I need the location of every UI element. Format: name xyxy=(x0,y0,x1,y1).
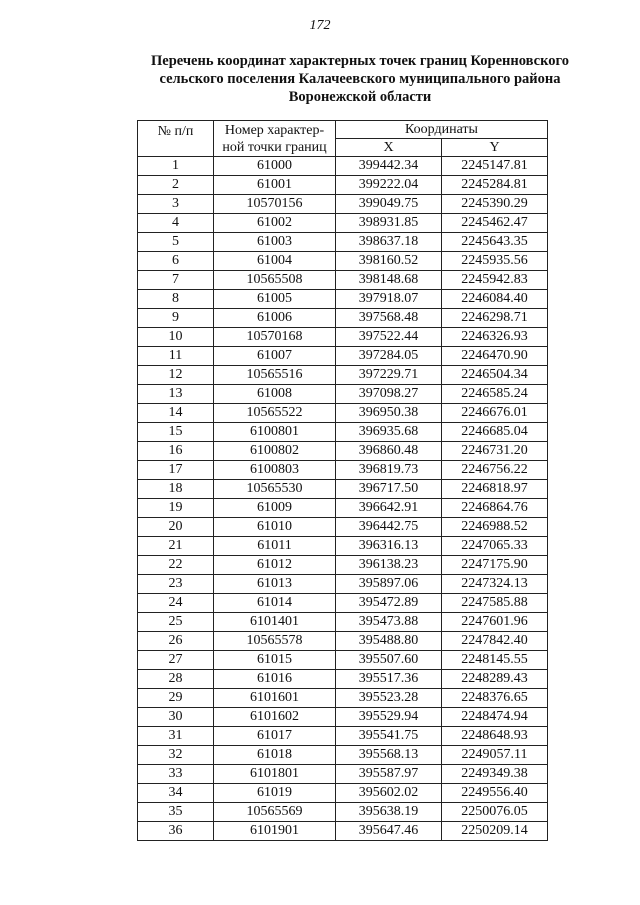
cell-y: 2247065.33 xyxy=(442,537,548,556)
cell-point-number: 10565516 xyxy=(214,366,336,385)
cell-y: 2245284.81 xyxy=(442,176,548,195)
cell-point-number: 61015 xyxy=(214,651,336,670)
cell-x: 397918.07 xyxy=(336,290,442,309)
cell-y: 2246988.52 xyxy=(442,518,548,537)
cell-point-number: 61004 xyxy=(214,252,336,271)
table-row xyxy=(138,233,548,252)
table-row xyxy=(138,480,548,499)
cell-y: 2248474.94 xyxy=(442,708,548,727)
cell-row-number: 28 xyxy=(138,670,214,689)
cell-y: 2249349.38 xyxy=(442,765,548,784)
cell-point-number: 6101901 xyxy=(214,822,336,841)
cell-point-number: 61016 xyxy=(214,670,336,689)
cell-x: 395638.19 xyxy=(336,803,442,822)
cell-y: 2246504.34 xyxy=(442,366,548,385)
cell-x: 395647.46 xyxy=(336,822,442,841)
cell-y: 2247324.13 xyxy=(442,575,548,594)
title-line: сельского поселения Калачеевского муниципального района xyxy=(159,71,561,87)
header-point-number-line: Номер характер- xyxy=(224,122,325,138)
cell-x: 397098.27 xyxy=(336,385,442,404)
cell-row-number: 18 xyxy=(138,480,214,499)
cell-x: 395541.75 xyxy=(336,727,442,746)
cell-row-number: 21 xyxy=(138,537,214,556)
cell-row-number: 26 xyxy=(138,632,214,651)
table-row xyxy=(138,176,548,195)
cell-y: 2245390.29 xyxy=(442,195,548,214)
table-row xyxy=(138,594,548,613)
cell-point-number: 61008 xyxy=(214,385,336,404)
cell-point-number: 61001 xyxy=(214,176,336,195)
cell-y: 2246326.93 xyxy=(442,328,548,347)
cell-point-number: 6101601 xyxy=(214,689,336,708)
cell-x: 396442.75 xyxy=(336,518,442,537)
coordinates-table xyxy=(137,120,548,841)
cell-point-number: 6100802 xyxy=(214,442,336,461)
cell-row-number: 10 xyxy=(138,328,214,347)
cell-y: 2249057.11 xyxy=(442,746,548,765)
cell-x: 398148.68 xyxy=(336,271,442,290)
cell-point-number: 10565530 xyxy=(214,480,336,499)
table-row xyxy=(138,309,548,328)
cell-point-number: 6101401 xyxy=(214,613,336,632)
table-row xyxy=(138,803,548,822)
cell-x: 399222.04 xyxy=(336,176,442,195)
title-line: Воронежской области xyxy=(288,89,432,105)
cell-point-number: 61007 xyxy=(214,347,336,366)
cell-y: 2246084.40 xyxy=(442,290,548,309)
cell-point-number: 61009 xyxy=(214,499,336,518)
cell-y: 2246864.76 xyxy=(442,499,548,518)
table-row xyxy=(138,347,548,366)
cell-point-number: 10565508 xyxy=(214,271,336,290)
table-row xyxy=(138,461,548,480)
cell-y: 2246585.24 xyxy=(442,385,548,404)
cell-row-number: 13 xyxy=(138,385,214,404)
cell-row-number: 27 xyxy=(138,651,214,670)
cell-x: 397229.71 xyxy=(336,366,442,385)
cell-x: 397522.44 xyxy=(336,328,442,347)
table-row xyxy=(138,632,548,651)
table-row xyxy=(138,651,548,670)
cell-row-number: 19 xyxy=(138,499,214,518)
cell-point-number: 61003 xyxy=(214,233,336,252)
cell-row-number: 34 xyxy=(138,784,214,803)
cell-x: 395473.88 xyxy=(336,613,442,632)
table-row xyxy=(138,822,548,841)
cell-point-number: 10565569 xyxy=(214,803,336,822)
cell-x: 396819.73 xyxy=(336,461,442,480)
cell-point-number: 61019 xyxy=(214,784,336,803)
table-row xyxy=(138,252,548,271)
cell-x: 396138.23 xyxy=(336,556,442,575)
header-point-number-line: ной точки границ xyxy=(222,139,327,155)
cell-x: 397284.05 xyxy=(336,347,442,366)
table-row xyxy=(138,404,548,423)
cell-x: 399049.75 xyxy=(336,195,442,214)
cell-row-number: 1 xyxy=(138,157,214,176)
cell-y: 2247175.90 xyxy=(442,556,548,575)
cell-row-number: 16 xyxy=(138,442,214,461)
cell-row-number: 4 xyxy=(138,214,214,233)
cell-row-number: 30 xyxy=(138,708,214,727)
cell-row-number: 14 xyxy=(138,404,214,423)
cell-x: 398931.85 xyxy=(336,214,442,233)
cell-y: 2247842.40 xyxy=(442,632,548,651)
cell-point-number: 61013 xyxy=(214,575,336,594)
cell-x: 396935.68 xyxy=(336,423,442,442)
table-body xyxy=(138,157,548,841)
cell-y: 2246676.01 xyxy=(442,404,548,423)
table-row xyxy=(138,784,548,803)
cell-x: 395523.28 xyxy=(336,689,442,708)
table-row xyxy=(138,366,548,385)
table-row xyxy=(138,575,548,594)
table-row xyxy=(138,727,548,746)
cell-row-number: 24 xyxy=(138,594,214,613)
table-row xyxy=(138,670,548,689)
page-number: 172 xyxy=(309,18,331,33)
cell-point-number: 6100801 xyxy=(214,423,336,442)
cell-point-number: 6101602 xyxy=(214,708,336,727)
cell-point-number: 61005 xyxy=(214,290,336,309)
cell-y: 2250076.05 xyxy=(442,803,548,822)
table-row xyxy=(138,518,548,537)
table-row xyxy=(138,423,548,442)
cell-y: 2250209.14 xyxy=(442,822,548,841)
cell-point-number: 61002 xyxy=(214,214,336,233)
table-header xyxy=(138,121,548,157)
header-point-number xyxy=(214,121,336,157)
table-row xyxy=(138,689,548,708)
cell-row-number: 9 xyxy=(138,309,214,328)
cell-x: 395529.94 xyxy=(336,708,442,727)
cell-row-number: 31 xyxy=(138,727,214,746)
cell-y: 2248145.55 xyxy=(442,651,548,670)
cell-x: 398160.52 xyxy=(336,252,442,271)
table-row xyxy=(138,290,548,309)
table-row xyxy=(138,537,548,556)
cell-row-number: 6 xyxy=(138,252,214,271)
cell-row-number: 35 xyxy=(138,803,214,822)
title-line: Перечень координат характерных точек границ Коренновского xyxy=(151,53,569,69)
cell-row-number: 20 xyxy=(138,518,214,537)
cell-point-number: 61014 xyxy=(214,594,336,613)
cell-row-number: 7 xyxy=(138,271,214,290)
cell-point-number: 61011 xyxy=(214,537,336,556)
cell-x: 395568.13 xyxy=(336,746,442,765)
cell-row-number: 23 xyxy=(138,575,214,594)
cell-point-number: 61018 xyxy=(214,746,336,765)
document-title xyxy=(110,52,610,106)
cell-x: 396642.91 xyxy=(336,499,442,518)
cell-y: 2245147.81 xyxy=(442,157,548,176)
cell-row-number: 17 xyxy=(138,461,214,480)
table-row xyxy=(138,385,548,404)
cell-row-number: 32 xyxy=(138,746,214,765)
cell-row-number: 8 xyxy=(138,290,214,309)
table-row xyxy=(138,708,548,727)
cell-y: 2246298.71 xyxy=(442,309,548,328)
header-x: X xyxy=(336,139,442,157)
cell-y: 2246756.22 xyxy=(442,461,548,480)
cell-row-number: 29 xyxy=(138,689,214,708)
cell-y: 2248648.93 xyxy=(442,727,548,746)
cell-point-number: 61010 xyxy=(214,518,336,537)
cell-point-number: 10565522 xyxy=(214,404,336,423)
cell-point-number: 61000 xyxy=(214,157,336,176)
table-row xyxy=(138,157,548,176)
cell-x: 395897.06 xyxy=(336,575,442,594)
cell-point-number: 10570156 xyxy=(214,195,336,214)
cell-x: 396860.48 xyxy=(336,442,442,461)
cell-point-number: 61006 xyxy=(214,309,336,328)
cell-row-number: 5 xyxy=(138,233,214,252)
table-row xyxy=(138,765,548,784)
cell-row-number: 2 xyxy=(138,176,214,195)
cell-y: 2246685.04 xyxy=(442,423,548,442)
cell-row-number: 15 xyxy=(138,423,214,442)
cell-point-number: 61017 xyxy=(214,727,336,746)
cell-x: 395602.02 xyxy=(336,784,442,803)
cell-y: 2248376.65 xyxy=(442,689,548,708)
cell-row-number: 36 xyxy=(138,822,214,841)
cell-y: 2249556.40 xyxy=(442,784,548,803)
cell-x: 397568.48 xyxy=(336,309,442,328)
cell-point-number: 61012 xyxy=(214,556,336,575)
cell-x: 395488.80 xyxy=(336,632,442,651)
cell-y: 2247585.88 xyxy=(442,594,548,613)
cell-x: 399442.34 xyxy=(336,157,442,176)
table-row xyxy=(138,195,548,214)
header-y: Y xyxy=(442,139,548,157)
table-row xyxy=(138,746,548,765)
cell-x: 395472.89 xyxy=(336,594,442,613)
cell-y: 2245643.35 xyxy=(442,233,548,252)
cell-point-number: 6100803 xyxy=(214,461,336,480)
cell-row-number: 11 xyxy=(138,347,214,366)
cell-x: 396717.50 xyxy=(336,480,442,499)
table-row xyxy=(138,613,548,632)
table-row xyxy=(138,556,548,575)
cell-point-number: 10565578 xyxy=(214,632,336,651)
cell-y: 2247601.96 xyxy=(442,613,548,632)
table-row xyxy=(138,328,548,347)
cell-y: 2245935.56 xyxy=(442,252,548,271)
table-row xyxy=(138,271,548,290)
cell-row-number: 25 xyxy=(138,613,214,632)
cell-y: 2246470.90 xyxy=(442,347,548,366)
cell-y: 2246818.97 xyxy=(442,480,548,499)
cell-x: 398637.18 xyxy=(336,233,442,252)
table-row xyxy=(138,499,548,518)
cell-y: 2248289.43 xyxy=(442,670,548,689)
header-row-number-label: № п/п xyxy=(157,124,194,139)
header-row-number xyxy=(138,121,214,157)
cell-row-number: 3 xyxy=(138,195,214,214)
cell-y: 2245462.47 xyxy=(442,214,548,233)
table-row xyxy=(138,214,548,233)
cell-x: 396950.38 xyxy=(336,404,442,423)
cell-x: 395587.97 xyxy=(336,765,442,784)
cell-row-number: 12 xyxy=(138,366,214,385)
cell-y: 2246731.20 xyxy=(442,442,548,461)
cell-row-number: 33 xyxy=(138,765,214,784)
cell-x: 396316.13 xyxy=(336,537,442,556)
cell-x: 395507.60 xyxy=(336,651,442,670)
cell-point-number: 10570168 xyxy=(214,328,336,347)
cell-y: 2245942.83 xyxy=(442,271,548,290)
cell-point-number: 6101801 xyxy=(214,765,336,784)
table-row xyxy=(138,442,548,461)
cell-row-number: 22 xyxy=(138,556,214,575)
header-coordinates: Координаты xyxy=(336,121,548,139)
cell-x: 395517.36 xyxy=(336,670,442,689)
